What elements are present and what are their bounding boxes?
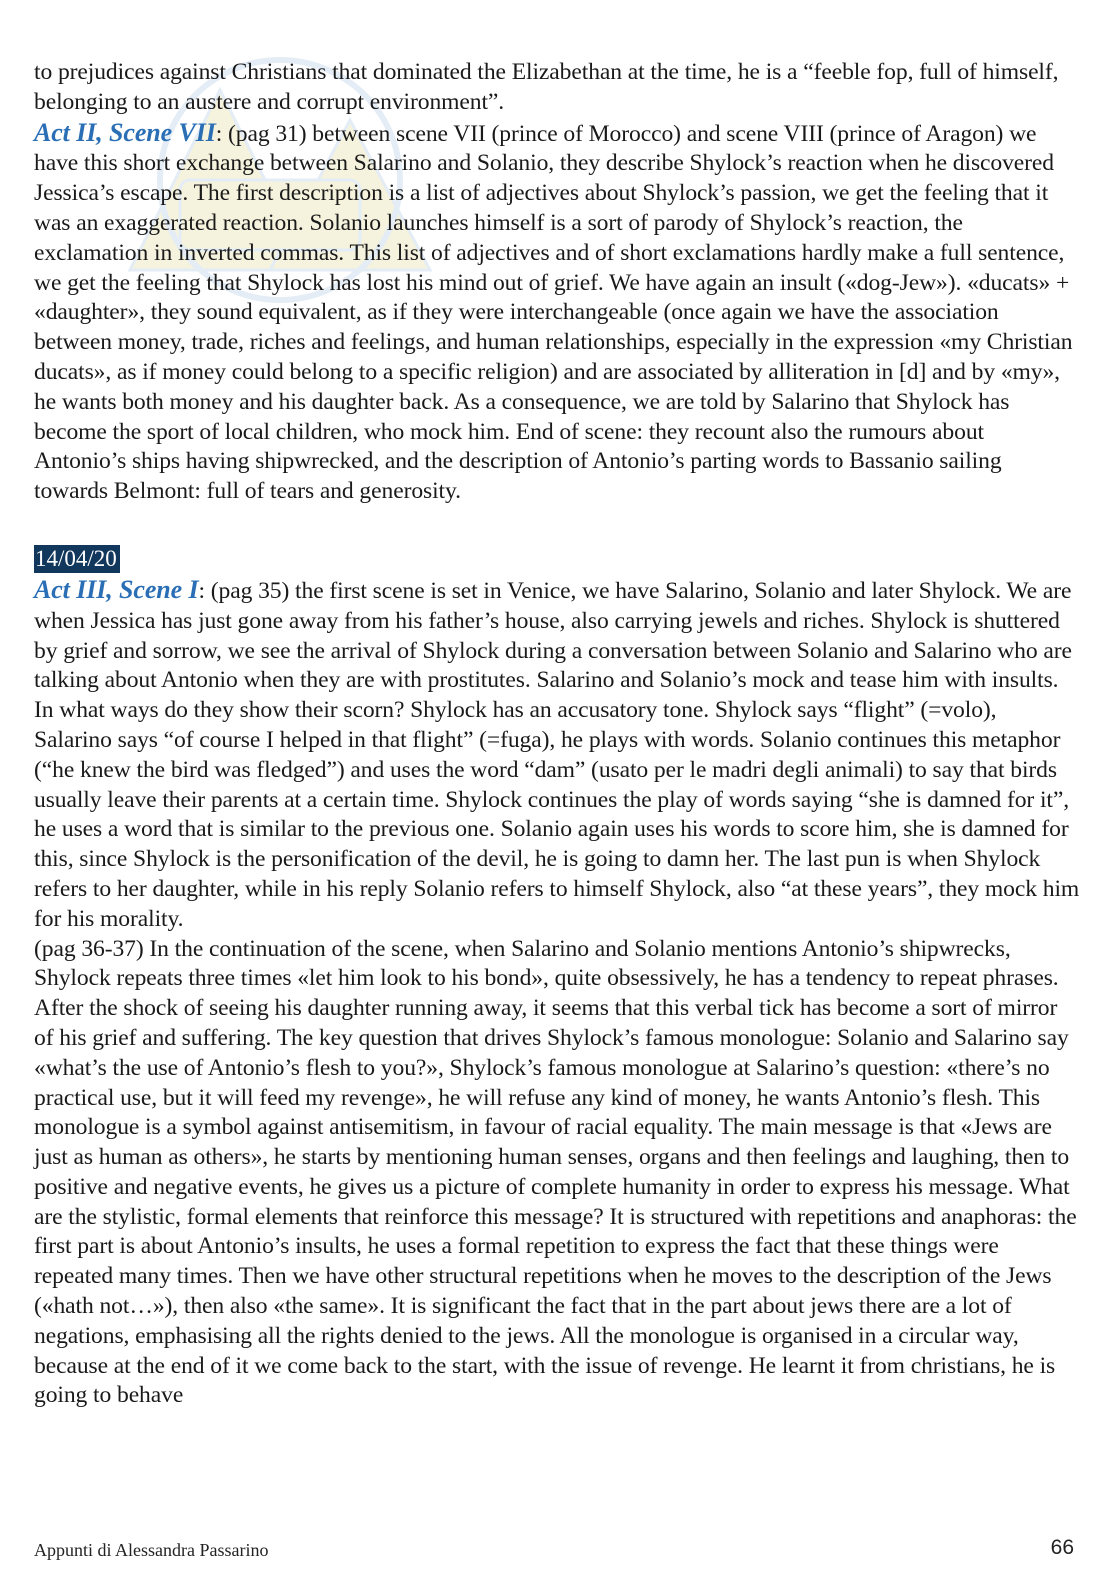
paragraph-text: : (pag 31) between scene VII (prince of Morocco) and scene VIII (prince of Aragon) we have this short exchange between Salarino and Solanio, they describe Shylock’s reaction when he discovered Jessica’s escape. The first description is a list of adjectives about Shylock’s passion, we get the feeling that it was an exaggerated reaction. Solanio launches himself is a sort of parody of Shylock’s reaction, the exclamation in inverted commas. This list of adjectives and of short exclamations hardly make a full sentence, we get the feeling that Shylock has lost his mind out of grief. We have again an insult («dog-Jew»). «ducats» + «daughter», they sound equivalent, as if they were interchangeable (once again we have the association between money, trade, riches and feelings, and human relationships, especially in the expression «my Christian ducats», as if money could belong to a specific religion) and are associated by alliteration in [d] and by «my», he wants both money and his daughter back. As a consequence, we are told by Salarino that Shylock has become the sport of local children, who mock him. End of scene: they recount also the rumours about Antonio’s ships having shipwrecked, and the description of Antonio’s parting words to Bassanio sailing towards Belmont: full of tears and generosity. <box>34 120 1073 505</box>
section-heading: Act II, Scene VII <box>34 117 216 147</box>
paragraph-text: : (pag 35) the first scene is set in Venice, we have Salarino, Solanio and later Shylock. We are when Jessica has just gone away from his father’s house, also carrying jewels and riches. Shylock is shuttered by grief and sorrow, we see the arrival of Shylock during a conversation between Solanio and Salarino who are talking about Antonio when they are with prostitutes. Salarino and Solanio’s mock and tease him with insults. In what ways do they show their scorn? Shylock has an accusatory tone. Shylock says “flight” (=volo), Salarino says “of course I helped in that flight” (=fuga), he plays with words. Solanio continues this metaphor (“he knew the bird was fledged”) and uses the word “dam” (usato per le madri degli animali) to say that birds usually leave their parents at a certain time. Shylock continues the play of words saying “she is damned for it”, he uses a word that is similar to the previous one. Solanio again uses his words to score him, she is damned for this, since Shylock is the personification of the devil, he is going to damn her. The last pun is when Shylock refers to her daughter, while in his reply Solanio refers to himself Shylock, also “at these years”, they mock him for his morality. <box>34 577 1080 932</box>
paragraph-intro <box>34 58 1080 118</box>
page-number: 66 <box>1050 1536 1074 1559</box>
date-badge: 14/04/20 <box>34 545 120 573</box>
footer-author: Appunti di Alessandra Passarino <box>34 1540 269 1560</box>
document-body <box>34 58 1080 1411</box>
paragraph-monologue <box>34 935 1080 1412</box>
section-heading: Act III, Scene I <box>34 574 199 604</box>
date-row <box>34 545 1080 575</box>
paragraph-act2-scene7 <box>34 118 1080 507</box>
paragraph-text: to prejudices against Christians that dominated the Elizabethan at the time, he is a “feeble fop, full of himself, belonging to an austere and corrupt environment”. <box>34 59 1059 115</box>
paragraph-act3-scene1 <box>34 575 1080 935</box>
paragraph-text: (pag 36-37) In the continuation of the scene, when Salarino and Solanio mentions Antonio’s shipwrecks, Shylock repeats three times «let him look to his bond», quite obsessively, he has a tendency to repeat phrases. After the shock of seeing his daughter running away, it seems that this verbal tick has become a sort of mirror of his grief and suffering. The key question that drives Shylock’s famous monologue: Solanio and Salarino say «what’s the use of Antonio’s flesh to you?», Shylock’s famous monologue at Salarino’s question: «there’s no practical use, but it will feed my revenge», he will refuse any kind of money, he wants Antonio’s flesh. This monologue is a symbol against antisemitism, in favour of racial equality. The main message is that «Jews are just as human as others», he starts by mentioning human senses, organs and then feelings and laughing, then to positive and negative events, he gives us a picture of complete humanity in order to express his message. What are the stylistic, formal elements that reinforce this message? It is structured with repetitions and anaphoras: the first part is about Antonio’s insults, he uses a formal repetition to express the fact that these things were repeated many times. Then we have other structural repetitions when he moves to the description of the Jews («hath not…»), then also «the same». It is significant the fact that in the part about jews there are a lot of negations, emphasising all the rights denied to the jews. All the monologue is organised in a circular way, because at the end of it we come back to the start, with the issue of revenge. He learnt it from christians, he is going to behave <box>34 935 1077 1409</box>
